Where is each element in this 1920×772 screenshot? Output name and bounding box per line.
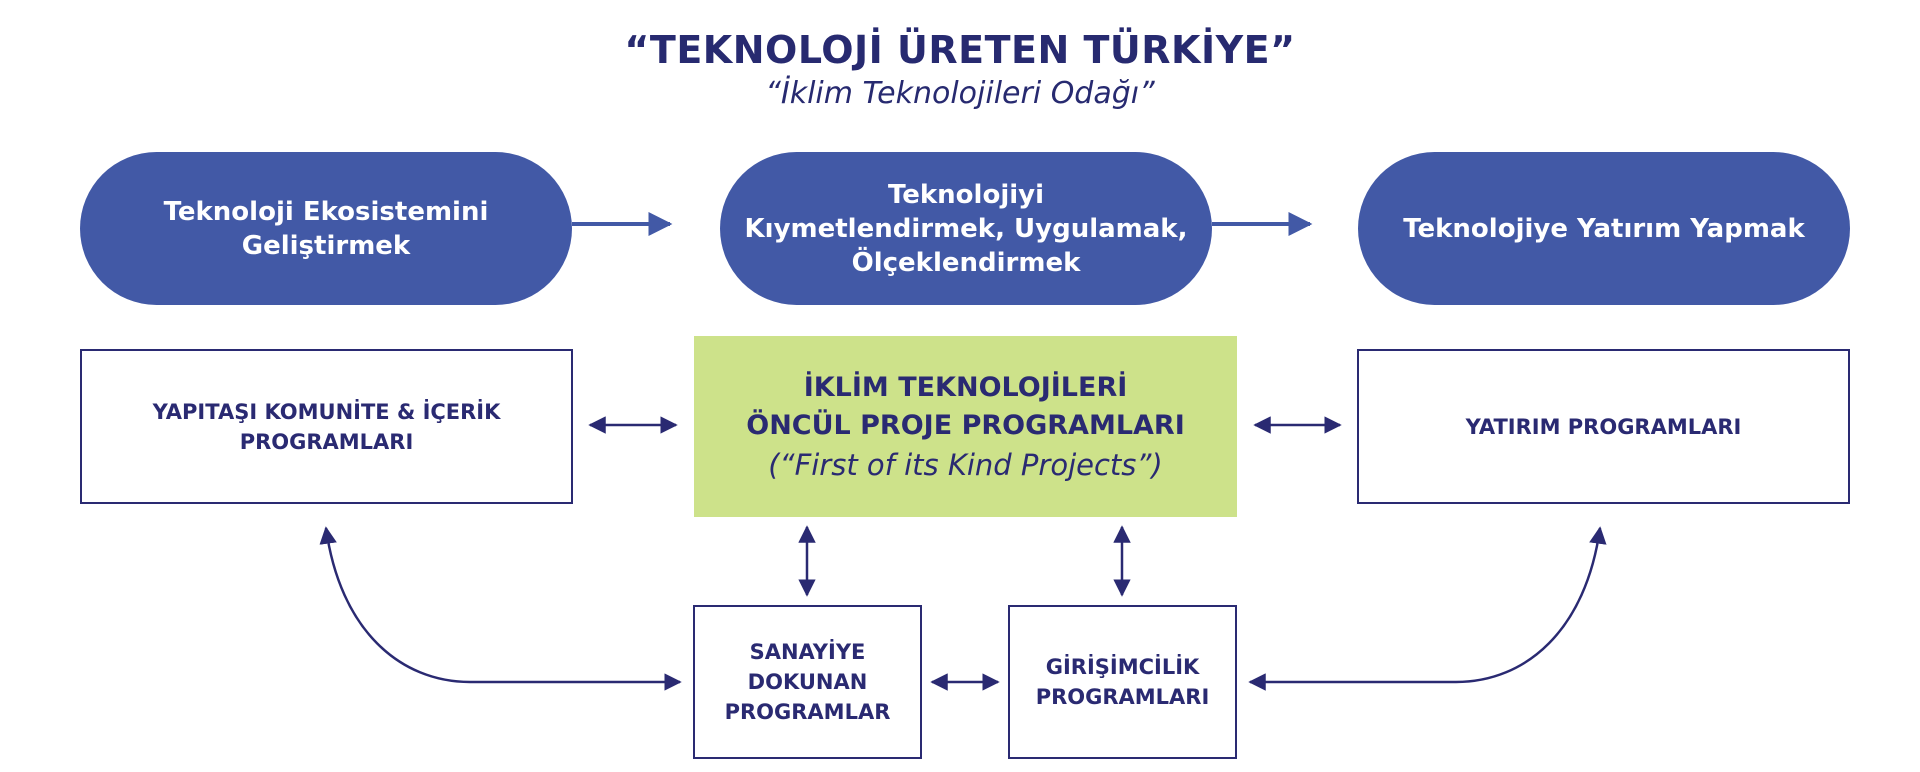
arrow-investment-entrepreneurship <box>1250 528 1600 682</box>
page-subtitle: “İklim Teknolojileri Odağı” <box>765 76 1155 111</box>
pill-invest: Teknolojiye Yatırım Yapmak <box>1358 152 1850 305</box>
arrow-community-industry <box>326 528 680 682</box>
pill-ecosystem: Teknoloji Ekosistemini Geliştirmek <box>80 152 572 305</box>
box-industry: SANAYİYE DOKUNAN PROGRAMLAR <box>693 605 922 759</box>
box-investment: YATIRIM PROGRAMLARI <box>1357 349 1850 504</box>
climate-projects-title: İKLİM TEKNOLOJİLERİ ÖNCÜL PROJE PROGRAMLARI <box>746 371 1185 441</box>
pill-valorize: Teknolojiyi Kıymetlendirmek, Uygulamak, Ölçeklendirmek <box>720 152 1212 305</box>
climate-projects-subtitle: (“First of its Kind Projects”) <box>768 447 1163 482</box>
page-title: “TEKNOLOJİ ÜRETEN TÜRKİYE” <box>624 28 1296 72</box>
box-community: YAPITAŞI KOMUNİTE & İÇERİK PROGRAMLARI <box>80 349 573 504</box>
box-entrepreneurship: GİRİŞİMCİLİK PROGRAMLARI <box>1008 605 1237 759</box>
